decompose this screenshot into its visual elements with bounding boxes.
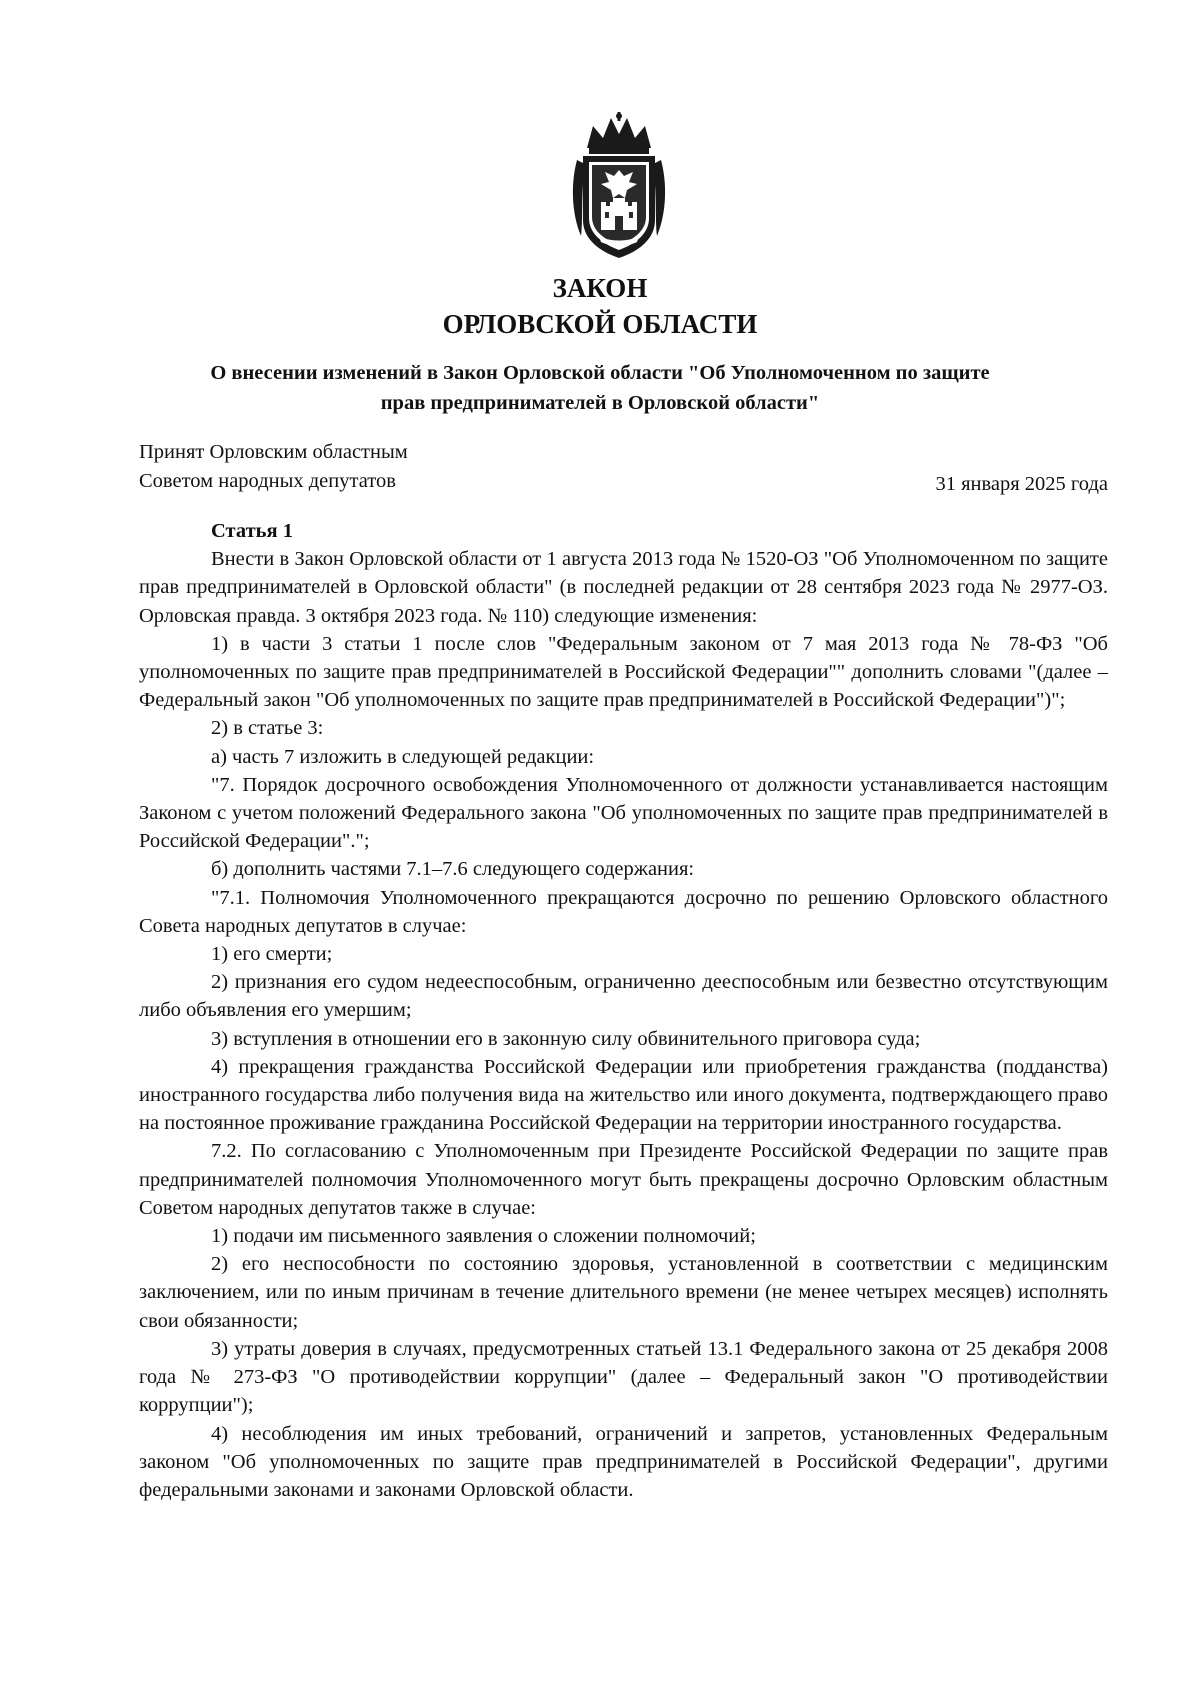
adoption-date: 31 января 2025 года [935, 473, 1108, 495]
paragraph: 3) утраты доверия в случаях, предусмотренных статьей 13.1 Федерального закона от 25 декабря 2008 года № 273-ФЗ "О противодействии коррупции" (далее – Федеральный закон "О противодействии коррупции"); [139, 1337, 1108, 1417]
law-title [0, 270, 1200, 342]
paragraph: 1) подачи им письменного заявления о сложении полномочий; [211, 1225, 756, 1248]
paragraph: 7.2. По согласованию с Уполномоченным при Президенте Российской Федерации по защите прав предпринимателей полномочия Уполномоченного могут быть прекращены досрочно Орловским областным Советом народных депутатов также в случае: [139, 1140, 1108, 1219]
paragraph: 4) несоблюдения им иных требований, ограничений и запретов, установленных Федеральным законом "Об уполномоченных по защите прав предпринимателей в Российской Федерации", другими федеральными законами и законами Орловской области. [139, 1422, 1108, 1501]
law-subtitle-line-2: прав предпринимателей в Орловской области" [380, 392, 820, 414]
adoption-line-2: Советом народных депутатов [139, 470, 396, 492]
law-subtitle [0, 358, 1200, 418]
paragraph: "7. Порядок досрочного освобождения Уполномоченного от должности устанавливается настоящим Законом с учетом положений Федерального закона "Об уполномоченных по защите прав предпринимателей в Российской Федерации"."; [139, 773, 1108, 853]
paragraph: "7.1. Полномочия Уполномоченного прекращаются досрочно по решению Орловского областного Совета народных депутатов в случае: [139, 886, 1108, 937]
law-title-line-1: ЗАКОН [552, 273, 648, 303]
adoption-line-1: Принят Орловским областным [139, 441, 408, 463]
adoption-block [139, 438, 408, 496]
paragraph: 2) признания его судом недееспособным, ограниченно дееспособным или безвестно отсутствующим либо объявления его умершим; [139, 971, 1108, 1022]
orel-region-coat-of-arms-icon [569, 112, 669, 260]
paragraph: 2) его неспособности по состоянию здоровья, установленной в соответствии с медицинским заключением, или по иным причинам в течение длительного времени (не менее четырех месяцев) исполнять свои обязанности; [139, 1253, 1108, 1332]
paragraph: б) дополнить частями 7.1–7.6 следующего содержания: [211, 858, 695, 881]
paragraph: 1) его смерти; [211, 943, 333, 966]
paragraph: Внести в Закон Орловской области от 1 августа 2013 года № 1520-ОЗ "Об Уполномоченном по защите прав предпринимателей в Орловской области" (в последней редакции от 28 сентября 2023 года № 2977-ОЗ. Орловская правда. 3 октября 2023 года. № 110) следующие изменения: [139, 548, 1108, 627]
paragraph: 1) в части 3 статьи 1 после слов "Федеральным законом от 7 мая 2013 года № 78-ФЗ "Об уполномоченных по защите прав предпринимателей в Российской Федерации"" дополнить словами "(далее – Федеральный закон "Об уполномоченных по защите прав предпринимателей в Российской Федерации")"; [139, 632, 1108, 712]
article-heading: Статья 1 [211, 520, 293, 542]
paragraph: 2) в статье 3: [211, 717, 324, 740]
paragraph: а) часть 7 изложить в следующей редакции: [211, 745, 595, 768]
paragraph: 3) вступления в отношении его в законную силу обвинительного приговора суда; [211, 1027, 921, 1050]
law-subtitle-line-1: О внесении изменений в Закон Орловской области "Об Уполномоченном по защите [210, 362, 990, 384]
paragraph: 4) прекращения гражданства Российской Федерации или приобретения гражданства (подданства) иностранного государства либо получения вида на жительство или иного документа, подтверждающего право на постоянное проживание гражданина Российской Федерации на территории иностранного государства. [139, 1055, 1108, 1135]
law-title-line-2: ОРЛОВСКОЙ ОБЛАСТИ [442, 309, 758, 339]
article-body [139, 517, 1108, 1504]
